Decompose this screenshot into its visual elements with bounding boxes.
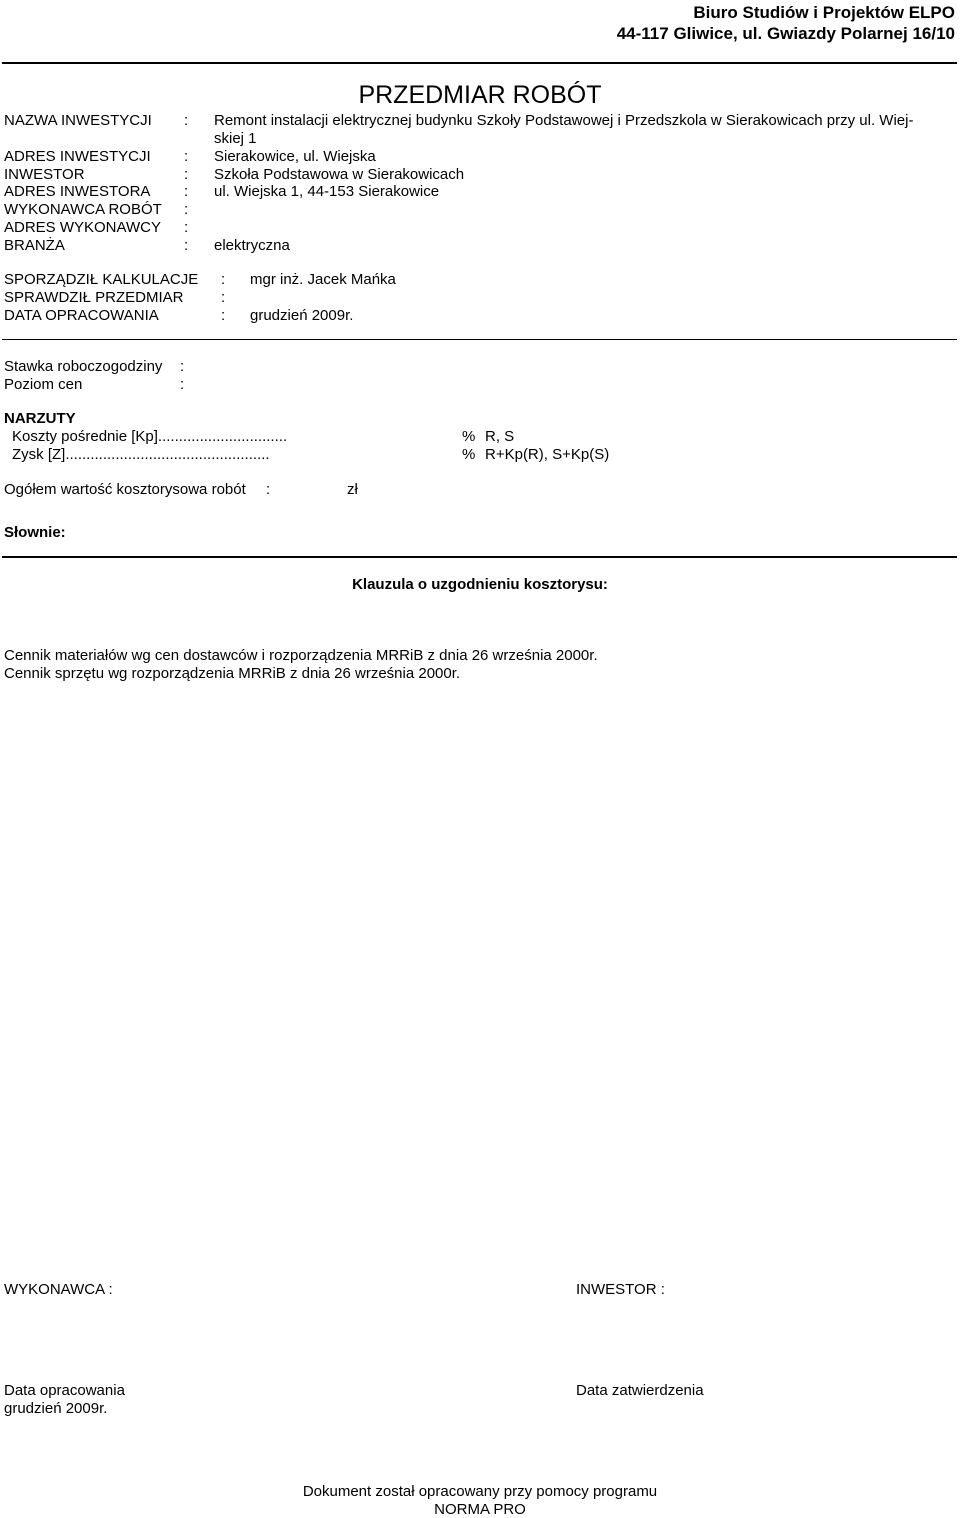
investment-name-value: Remont instalacji elektrycznej budynku Szkoły Podstawowej i Przedszkola w Sierakowicach przy ul. Wiej-	[214, 112, 914, 129]
preparation-date-value: grudzień 2009r.	[4, 1400, 108, 1417]
investor-label: INWESTOR	[4, 166, 85, 183]
materials-price-note: Cennik materiałów wg cen dostawców i rozporządzenia MRRiB z dnia 26 września 2000r.	[4, 647, 598, 664]
profit-label: Zysk [Z].................................................	[12, 446, 270, 463]
date-label: DATA OPRACOWANIA	[4, 307, 159, 324]
colon: :	[180, 376, 185, 393]
surcharges-heading: NARZUTY	[4, 410, 76, 427]
footer-program-note: Dokument został opracowany przy pomocy programu	[302, 1483, 658, 1500]
investment-address-value: Sierakowice, ul. Wiejska	[214, 148, 376, 165]
equipment-price-note: Cennik sprzętu wg rozporządzenia MRRiB z dnia 26 września 2000r.	[4, 665, 461, 682]
indirect-costs-basis: R, S	[485, 428, 515, 445]
approval-date-label: Data zatwierdzenia	[576, 1382, 704, 1399]
branch-value: elektryczna	[214, 237, 290, 254]
investment-name-value-cont: skiej 1	[214, 130, 257, 147]
preparation-date-label: Data opracowania	[4, 1382, 125, 1399]
colon: :	[184, 166, 189, 183]
indirect-costs-percent: %	[462, 428, 476, 445]
price-level-label: Poziom cen	[4, 376, 83, 393]
profit-percent: %	[462, 446, 476, 463]
company-name: Biuro Studiów i Projektów ELPO	[693, 3, 955, 22]
colon: :	[184, 219, 189, 236]
colon: :	[184, 112, 189, 129]
investor-address-label: ADRES INWESTORA	[4, 183, 151, 200]
total-currency: zł	[347, 481, 358, 498]
colon: :	[266, 481, 271, 498]
contractor-label: WYKONAWCA ROBÓT	[4, 201, 162, 218]
header-divider	[2, 62, 957, 64]
indirect-costs-label: Koszty pośrednie [Kp]...............................	[12, 428, 288, 445]
colon: :	[184, 201, 189, 218]
investor-address-value: ul. Wiejska 1, 44-153 Sierakowice	[214, 183, 440, 200]
investment-name-label: NAZWA INWESTYCJI	[4, 112, 152, 129]
investment-address-label: ADRES INWESTYCJI	[4, 148, 151, 165]
colon: :	[184, 237, 189, 254]
section-divider	[2, 556, 957, 558]
colon: :	[184, 148, 189, 165]
colon: :	[221, 271, 226, 288]
investor-value: Szkoła Podstawowa w Sierakowicach	[214, 166, 465, 183]
colon: :	[184, 183, 189, 200]
total-label: Ogółem wartość kosztorysowa robót	[4, 481, 246, 498]
company-address: 44-117 Gliwice, ul. Gwiazdy Polarnej 16/10	[616, 24, 955, 43]
date-value: grudzień 2009r.	[250, 307, 354, 324]
profit-basis: R+Kp(R), S+Kp(S)	[485, 446, 610, 463]
colon: :	[180, 358, 185, 375]
colon: :	[221, 307, 226, 324]
words-label: Słownie:	[4, 524, 66, 541]
investor-signature-label: INWESTOR :	[576, 1281, 665, 1298]
checked-by-label: SPRAWDZIŁ PRZEDMIAR	[4, 289, 184, 306]
prepared-by-value: mgr inż. Jacek Mańka	[250, 271, 396, 288]
colon: :	[221, 289, 226, 306]
footer-program-name: NORMA PRO	[434, 1501, 526, 1518]
prepared-by-label: SPORZĄDZIŁ KALKULACJE	[4, 271, 199, 288]
section-divider	[2, 339, 957, 340]
contractor-address-label: ADRES WYKONAWCY	[4, 219, 161, 236]
hourly-rate-label: Stawka roboczogodziny	[4, 358, 163, 375]
contractor-signature-label: WYKONAWCA :	[4, 1281, 113, 1298]
branch-label: BRANŻA	[4, 237, 65, 254]
document-title: PRZEDMIAR ROBÓT	[358, 81, 602, 109]
clause-heading: Klauzula o uzgodnieniu kosztorysu:	[352, 576, 608, 593]
